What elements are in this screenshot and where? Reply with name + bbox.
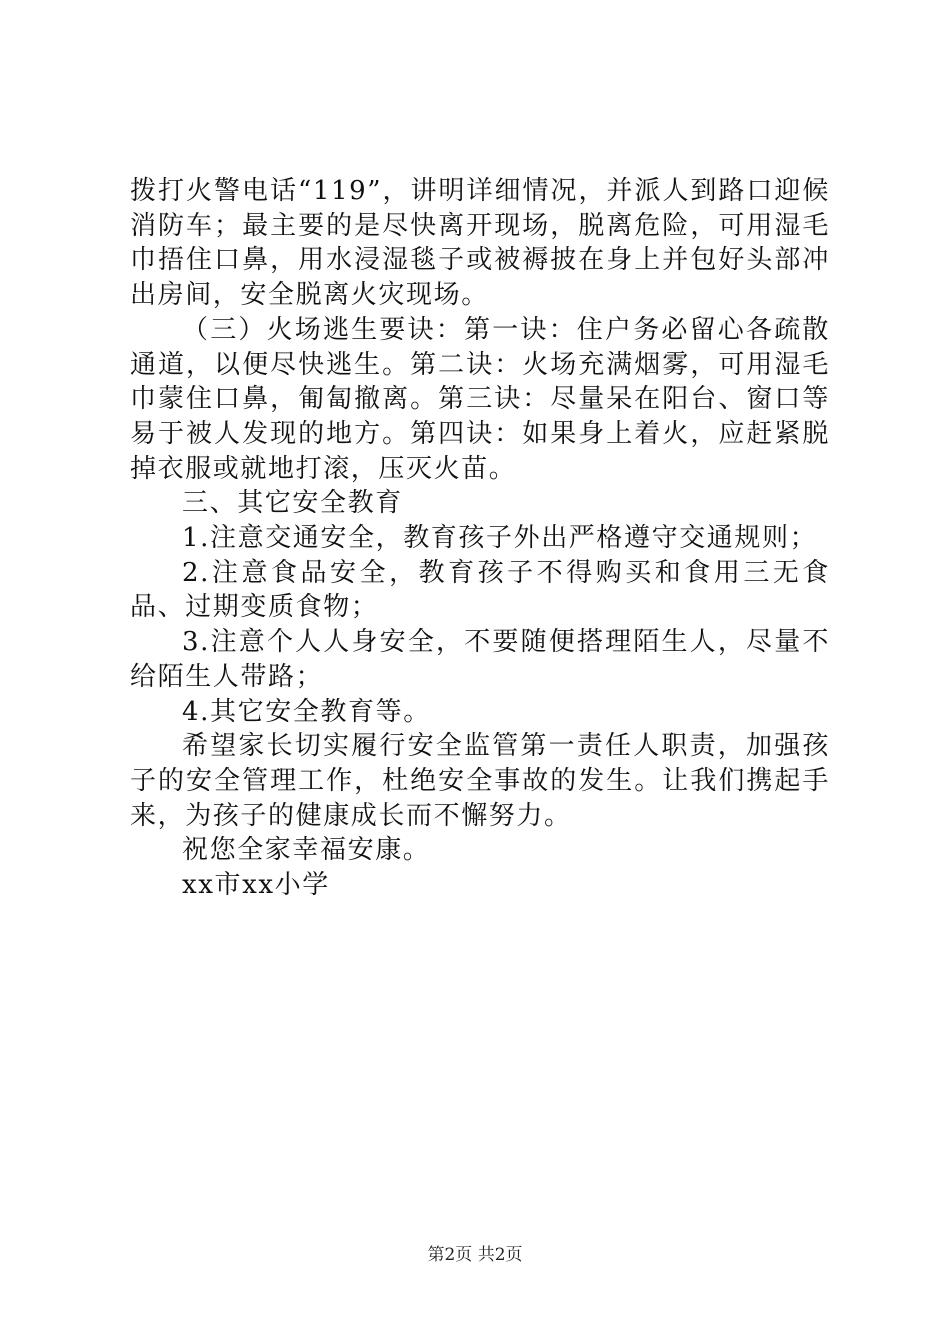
paragraph-escape-tips: （三）火场逃生要诀：第一诀：住户务必留心各疏散通道，以便尽快逃生。第二诀：火场充满烟雾，可用湿毛巾蒙住口鼻，匍匐撤离。第三诀：尽量呆在阳台、窗口等易于被人发现的地方。第四诀：如果身上着火，应赶紧脱掉衣服或就地打滚，压灭火苗。 bbox=[130, 314, 830, 484]
paragraph-fire-call: 拨打火警电话“119”，讲明详细情况，并派人到路口迎候消防车；最主要的是尽快离开现场，脱离危险，可用湿毛巾捂住口鼻，用水浸湿毯子或被褥披在身上并包好头部冲出房间，安全脱离火灾现场。 bbox=[130, 176, 830, 311]
list-item-food-safety: 2.注意食品安全，教育孩子不得购买和食用三无食品、过期变质食物； bbox=[130, 557, 830, 623]
section-heading-other-safety: 三、其它安全教育 bbox=[182, 488, 403, 519]
page-footer bbox=[0, 1244, 950, 1266]
paragraph-blessing: 祝您全家幸福安康。 bbox=[182, 835, 431, 866]
list-item-traffic-safety: 1.注意交通安全，教育孩子外出严格遵守交通规则； bbox=[182, 523, 818, 554]
list-item-personal-safety: 3.注意个人人身安全，不要随便搭理陌生人，尽量不给陌生人带路； bbox=[130, 627, 830, 692]
document-body bbox=[130, 174, 830, 903]
page-number-label: 第2页 共2页 bbox=[427, 1245, 523, 1265]
paragraph-closing-appeal: 希望家长切实履行安全监管第一责任人职责，加强孩子的安全管理工作，杜绝安全事故的发生。让我们携起手来，为孩子的健康成长而不懈努力。 bbox=[130, 731, 830, 831]
signature-school: xx市xx小学 bbox=[182, 870, 330, 901]
list-item-other-safety: 4.其它安全教育等。 bbox=[182, 696, 431, 727]
